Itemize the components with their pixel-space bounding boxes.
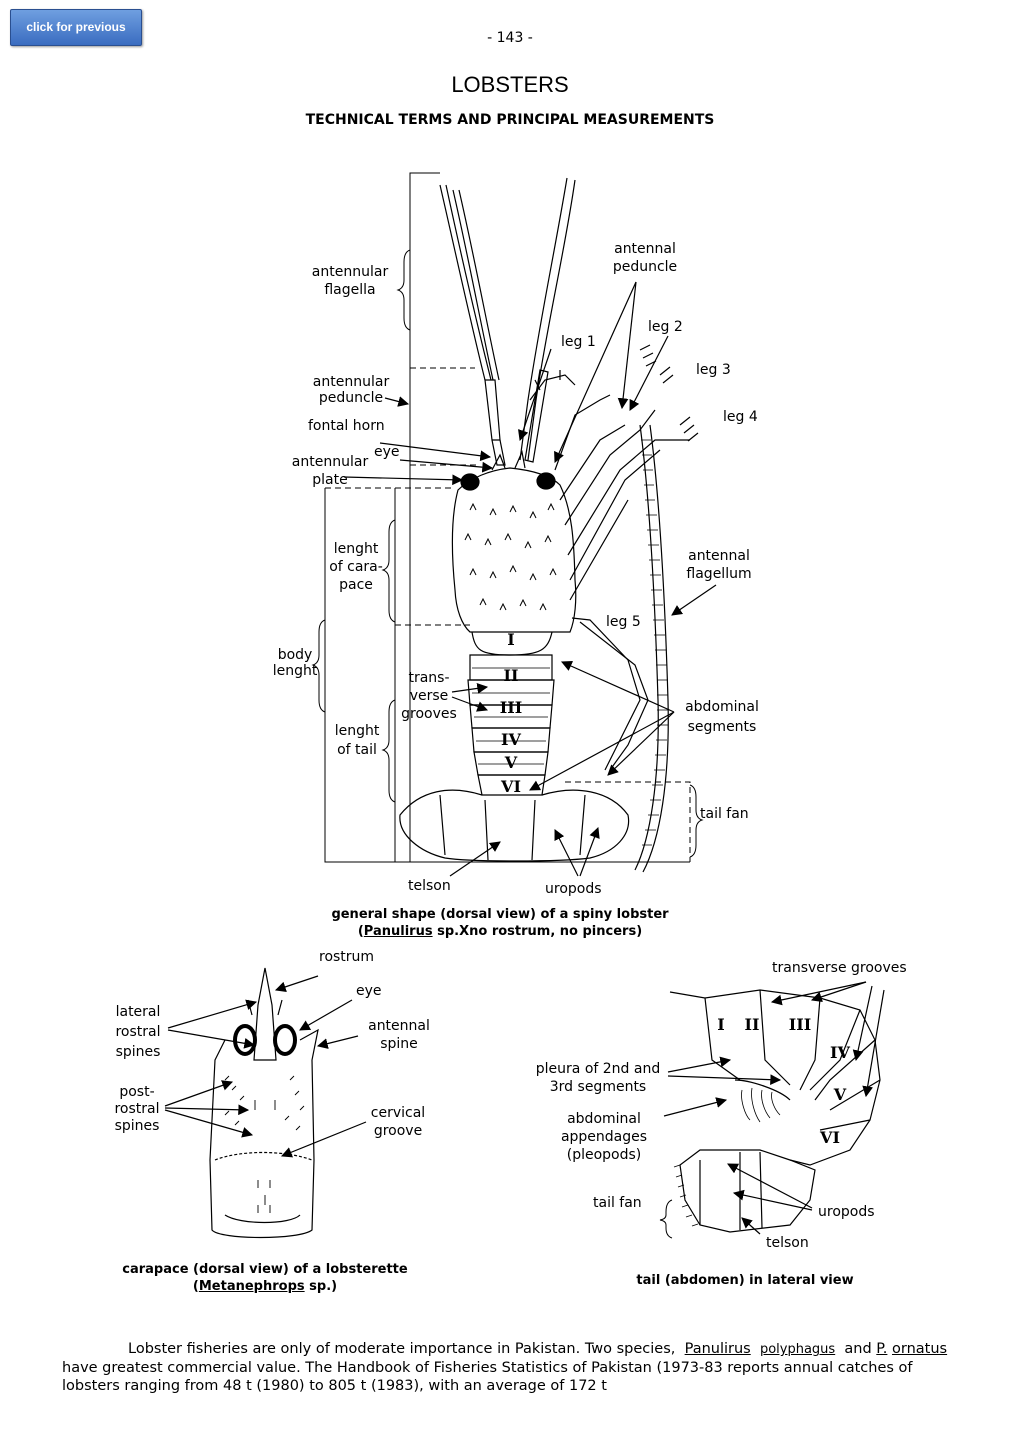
- label-fontal-horn: fontal horn: [308, 418, 385, 434]
- seg-VI-fig1: VI: [501, 777, 521, 796]
- figure2-caption: carapace (dorsal view) of a lobsterette (Metanephrops sp.): [122, 1262, 408, 1294]
- seg-I-fig3: I: [717, 1015, 725, 1034]
- label-transverse-grooves: trans- verse grooves: [401, 670, 457, 722]
- label-antennal-peduncle: antennal peduncle: [612, 241, 678, 275]
- species-1-name: polyphagus: [759, 1342, 836, 1357]
- seg-IV-fig1: IV: [501, 730, 521, 749]
- label-leg-4: leg 4: [723, 409, 758, 425]
- label-eye: eye: [374, 444, 400, 460]
- label-leg-2: leg 2: [648, 319, 683, 335]
- page-subtitle: TECHNICAL TERMS AND PRINCIPAL MEASUREMENTS: [305, 112, 715, 128]
- label-body-lenght: body lenght: [272, 647, 318, 679]
- seg-II-fig1: II: [503, 666, 519, 685]
- label-lenght-of-carapace: lenght of cara- pace: [329, 541, 383, 593]
- figure1-caption: general shape (dorsal view) of a spiny lobster (Panulirus sp.Xno rostrum, no pincers): [331, 907, 669, 939]
- lobsterette-carapace-drawing: [165, 968, 366, 1238]
- label-rostrum: rostrum: [319, 949, 375, 965]
- label-tail-fan: tail fan: [700, 806, 749, 822]
- label-leg-1: leg 1: [561, 334, 596, 350]
- label-antennal-spine: antennal spine: [368, 1018, 430, 1052]
- label-tail-fan-fig3: tail fan: [593, 1195, 642, 1211]
- label-leg-5: leg 5: [606, 614, 641, 630]
- label-eye-fig2: eye: [356, 983, 382, 999]
- seg-VI-fig3: VI: [820, 1128, 840, 1147]
- label-cervical-groove: cervical groove: [370, 1105, 426, 1139]
- label-pleura: pleura of 2nd and 3rd segments: [535, 1061, 661, 1095]
- label-telson: telson: [408, 878, 451, 894]
- seg-III-fig3: III: [788, 1015, 812, 1034]
- figure3-caption: tail (abdomen) in lateral view: [636, 1273, 854, 1288]
- seg-III-fig1: III: [499, 698, 523, 717]
- caption-genus-metanephrops: Metanephrops: [198, 1279, 305, 1294]
- label-abdominal-appendages: abdominal appendages (pleopods): [560, 1111, 648, 1163]
- lobster-tail-lateral-drawing: [648, 982, 884, 1238]
- label-antennular-plate: antennular plate: [291, 454, 369, 488]
- label-antennular-peduncle: antennular peduncle: [312, 374, 390, 406]
- species-1-genus: Panulirus: [684, 1341, 751, 1357]
- label-leg-3: leg 3: [696, 362, 731, 378]
- label-uropods-fig3: uropods: [818, 1204, 875, 1220]
- species-2-name: ornatus: [892, 1341, 948, 1357]
- body-paragraph: Lobster fisheries are only of moderate importance in Pakistan. Two species, Panulirus polyphagus and P. ornatus have greatest commercial value. The Handbook of Fisheries Statistics of Pakistan (1973-83 reports annual catches of lobsters ranging from 48 t (1980) to 805 t (1983), with an average of 172 t: [62, 1341, 948, 1394]
- label-telson-fig3: telson: [766, 1235, 809, 1251]
- page-number: - 143 -: [487, 30, 533, 46]
- label-antennular-flagella: antennular flagella: [311, 264, 389, 298]
- page-title: LOBSTERS: [451, 72, 569, 97]
- label-lenght-of-tail: lenght of tail: [334, 723, 380, 758]
- seg-V-fig3: V: [833, 1085, 847, 1104]
- label-post-rostral-spines: post- rostral spines: [114, 1084, 160, 1134]
- label-uropods: uropods: [545, 881, 602, 897]
- seg-V-fig1: V: [504, 753, 518, 772]
- label-antennal-flagellum: antennal flagellum: [686, 548, 752, 582]
- seg-II-fig3: II: [744, 1015, 760, 1034]
- seg-I-fig1: I: [507, 630, 515, 649]
- previous-page-button[interactable]: click for previous page: [10, 9, 142, 46]
- species-2-genus: P.: [876, 1341, 888, 1357]
- seg-IV-fig3: IV: [830, 1043, 850, 1062]
- label-lateral-rostral-spines: lateral rostral spines: [115, 1004, 161, 1060]
- caption-genus-panulirus: Panulirus: [363, 924, 433, 939]
- label-abdominal-segments: abdominal segments: [685, 699, 759, 735]
- label-transverse-grooves-fig3: transverse grooves: [772, 960, 907, 976]
